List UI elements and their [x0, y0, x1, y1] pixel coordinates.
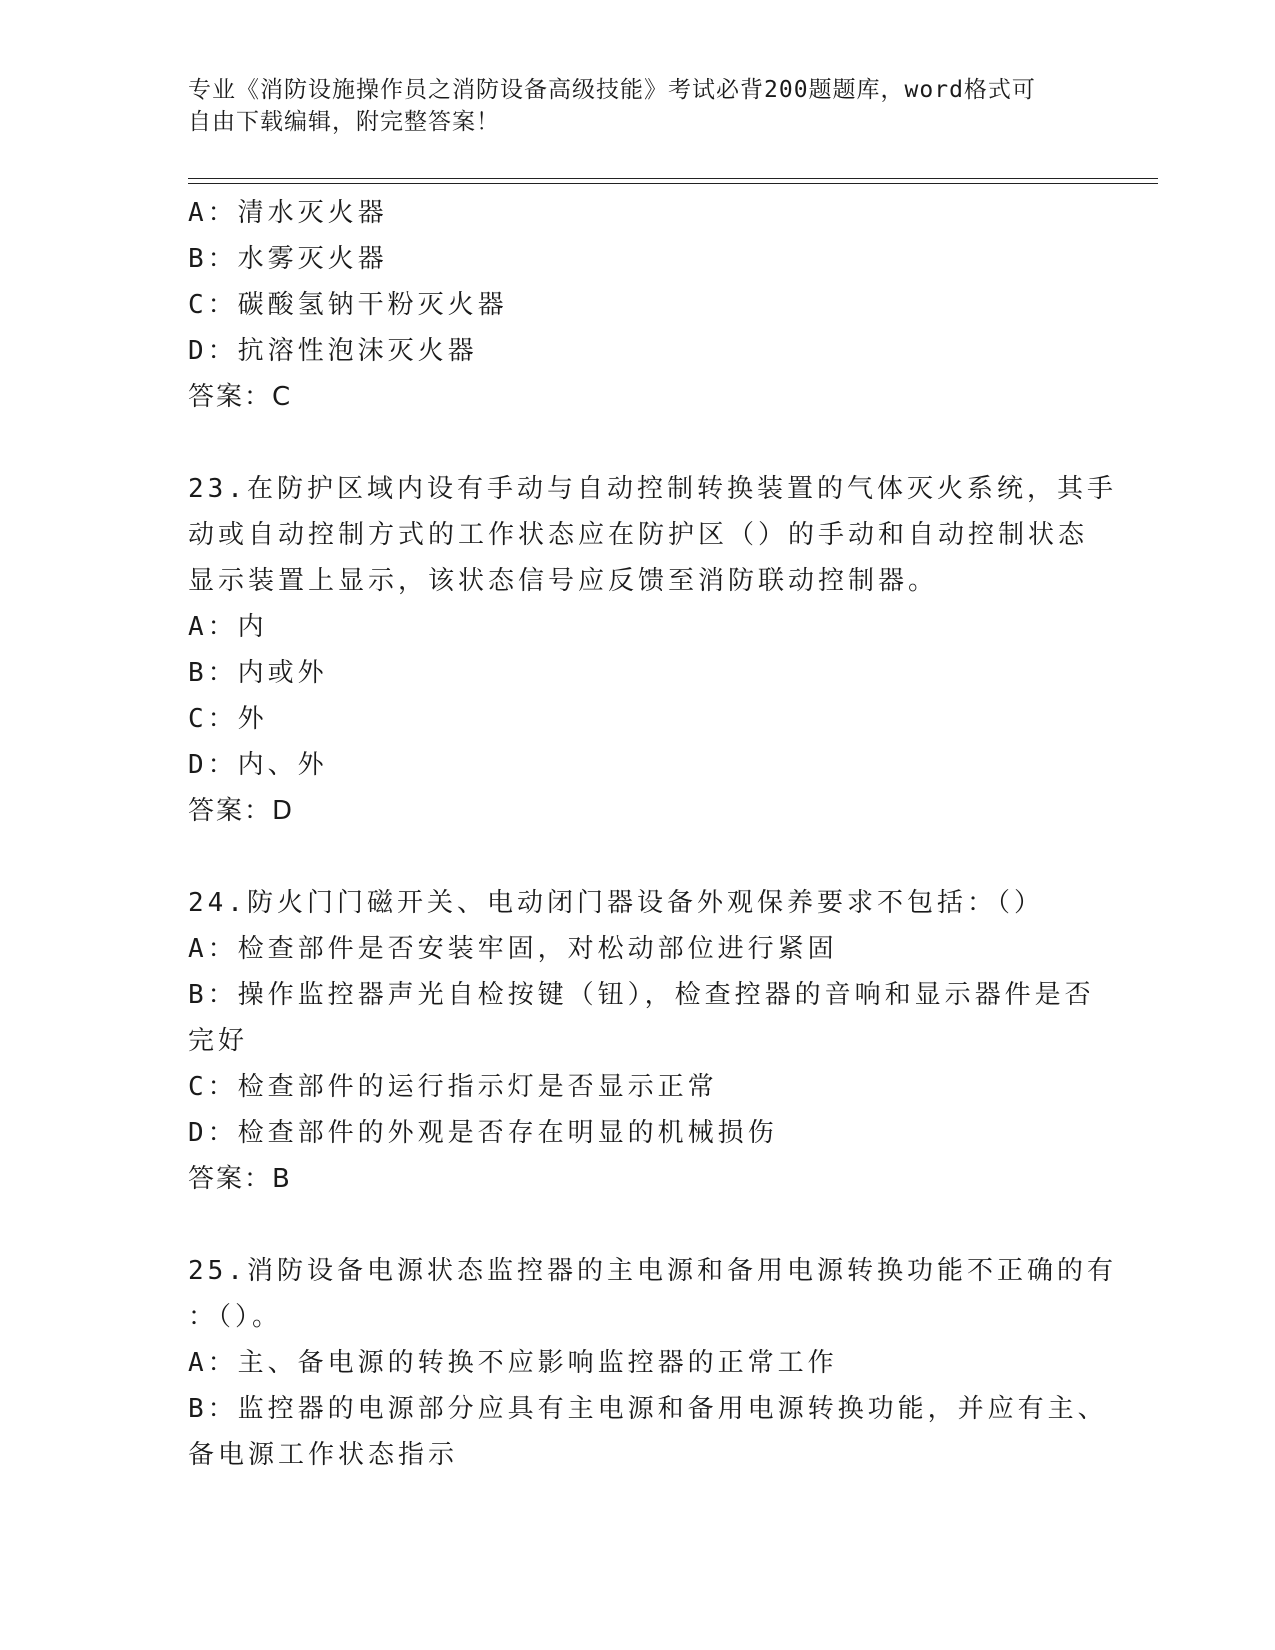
option-d: D：内、外	[188, 750, 328, 780]
question-25	[188, 1248, 1117, 1478]
option-c: C：外	[188, 704, 268, 734]
option-c: C：碳酸氢钠干粉灭火器	[188, 290, 508, 320]
question-22	[188, 190, 1088, 420]
answer: 答案：D	[188, 796, 295, 826]
option-b: B：操作监控器声光自检按键（钮），检查控器的音响和显示器件是否	[188, 980, 1095, 1010]
question-stem-line: 25.消防设备电源状态监控器的主电源和备用电源转换功能不正确的有	[188, 1256, 1117, 1286]
answer: 答案：B	[188, 1164, 292, 1194]
document-header	[188, 74, 1068, 138]
option-b-continued: 完好	[188, 1026, 249, 1056]
option-a: A：清水灭火器	[188, 198, 388, 228]
question-stem-line: 动或自动控制方式的工作状态应在防护区（）的手动和自动控制状态	[188, 520, 1089, 550]
question-stem-line: 23.在防护区域内设有手动与自动控制转换装置的气体灭火系统，其手	[188, 474, 1117, 504]
option-b: B：监控器的电源部分应具有主电源和备用电源转换功能，并应有主、	[188, 1394, 1108, 1424]
question-23	[188, 466, 1117, 834]
header-line-1: 专业《消防设施操作员之消防设备高级技能》考试必背200题题库，word格式可	[188, 77, 1036, 103]
option-c: C：检查部件的运行指示灯是否显示正常	[188, 1072, 718, 1102]
option-b: B：内或外	[188, 658, 328, 688]
option-a: A：主、备电源的转换不应影响监控器的正常工作	[188, 1348, 838, 1378]
option-a: A：检查部件是否安装牢固，对松动部位进行紧固	[188, 934, 838, 964]
question-24	[188, 880, 1095, 1202]
option-a: A：内	[188, 612, 268, 642]
question-list	[188, 190, 1117, 1478]
question-stem-line: 显示装置上显示，该状态信号应反馈至消防联动控制器。	[188, 566, 939, 596]
question-stem-line: 24.防火门门磁开关、电动闭门器设备外观保养要求不包括：（）	[188, 888, 1044, 918]
option-b-continued: 备电源工作状态指示	[188, 1440, 459, 1470]
question-stem-line: ：（）。	[188, 1302, 283, 1332]
answer: 答案：C	[188, 382, 293, 412]
header-line-2: 自由下载编辑，附完整答案！	[188, 109, 500, 135]
option-b: B：水雾灭火器	[188, 244, 388, 274]
option-d: D：检查部件的外观是否存在明显的机械损伤	[188, 1118, 778, 1148]
option-d: D：抗溶性泡沫灭火器	[188, 336, 478, 366]
header-divider-bottom	[188, 183, 1158, 184]
header-divider-top	[188, 178, 1158, 179]
